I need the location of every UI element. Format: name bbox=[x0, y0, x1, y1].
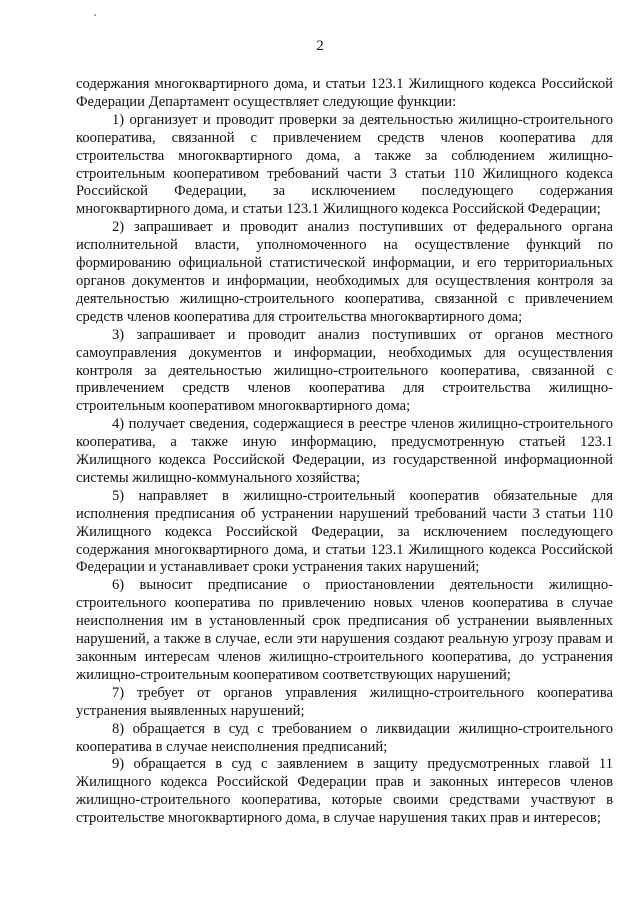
function-item-5: 5) направляет в жилищно-строительный кооператив обязательные для исполнения предписания об устранении нарушений требований части 3 статьи 110 Жилищного кодекса Российской Федерации, за исключением последующего содержания многоквартирного дома, и статьи 123.1 Жилищного кодекса Российской Федерации и устанавливает сроки устранения таких нарушений; bbox=[76, 487, 613, 576]
page-number: 2 bbox=[316, 38, 324, 54]
function-item-4: 4) получает сведения, содержащиеся в реестре членов жилищно-строительного кооператива, а также иную информацию, предусмотренную статьей 123.1 Жилищного кодекса Российской Федерации, из государственной информационной системы жилищно-коммунального хозяйства; bbox=[76, 416, 613, 486]
lead-paragraph: содержания многоквартирного дома, и статьи 123.1 Жилищного кодекса Российской Федерации Департамент осуществляет следующие функции: bbox=[76, 76, 613, 110]
function-item-9: 9) обращается в суд с заявлением в защиту предусмотренных главой 11 Жилищного кодекса Российской Федерации прав и законных интересов членов жилищно-строительного кооператива, которые своими средствами участвуют в строительстве многоквартирного дома, в случае нарушения таких прав и интересов; bbox=[76, 756, 613, 827]
function-item-2: 2) запрашивает и проводит анализ поступивших от федерального органа исполнительной власти, уполномоченного на осуществление функций по формированию официальной статистической информации, и его территориальных органов документов и информации, необходимых для осуществления контроля за деятельностью жилищно-строительного кооператива, связанной с привлечением средств членов кооператива для строительства многоквартирного дома; bbox=[76, 219, 613, 325]
scan-speck bbox=[94, 14, 96, 16]
function-item-6: 6) выносит предписание о приостановлении деятельности жилищно-строительного кооператива по привлечению новых членов кооператива в случае неисполнения им в установленный срок предписания об устранении выявленных нарушений, а также в случае, если эти нарушения создают реальную угрозу правам и законным интересам членов жилищно-строительного кооператива, до устранения жилищно-строительным кооперативом соответствующих нарушений; bbox=[76, 577, 613, 683]
function-item-1: 1) организует и проводит проверки за деятельностью жилищно-строительного кооператива, связанной с привлечением средств членов кооператива для строительства многоквартирного дома, а также за соблюдением жилищно-строительным кооперативом требований части 3 статьи 110 Жилищного кодекса Российской Федерации, за исключением последующего содержания многоквартирного дома, и статьи 123.1 Жилищного кодекса Российской Федерации; bbox=[76, 111, 613, 218]
function-item-8: 8) обращается в суд с требованием о ликвидации жилищно-строительного кооператива в случае неисполнения предписаний; bbox=[76, 720, 613, 755]
function-item-3: 3) запрашивает и проводит анализ поступивших от органов местного самоуправления документов и информации, необходимых для осуществления контроля за деятельностью жилищно-строительного кооператива, связанной с привлечением средств членов кооператива для строительства жилищно-строительным кооперативом многоквартирного дома; bbox=[76, 326, 613, 415]
function-item-7: 7) требует от органов управления жилищно-строительного кооператива устранения выявленных нарушений; bbox=[76, 684, 613, 719]
document-body bbox=[76, 76, 613, 828]
